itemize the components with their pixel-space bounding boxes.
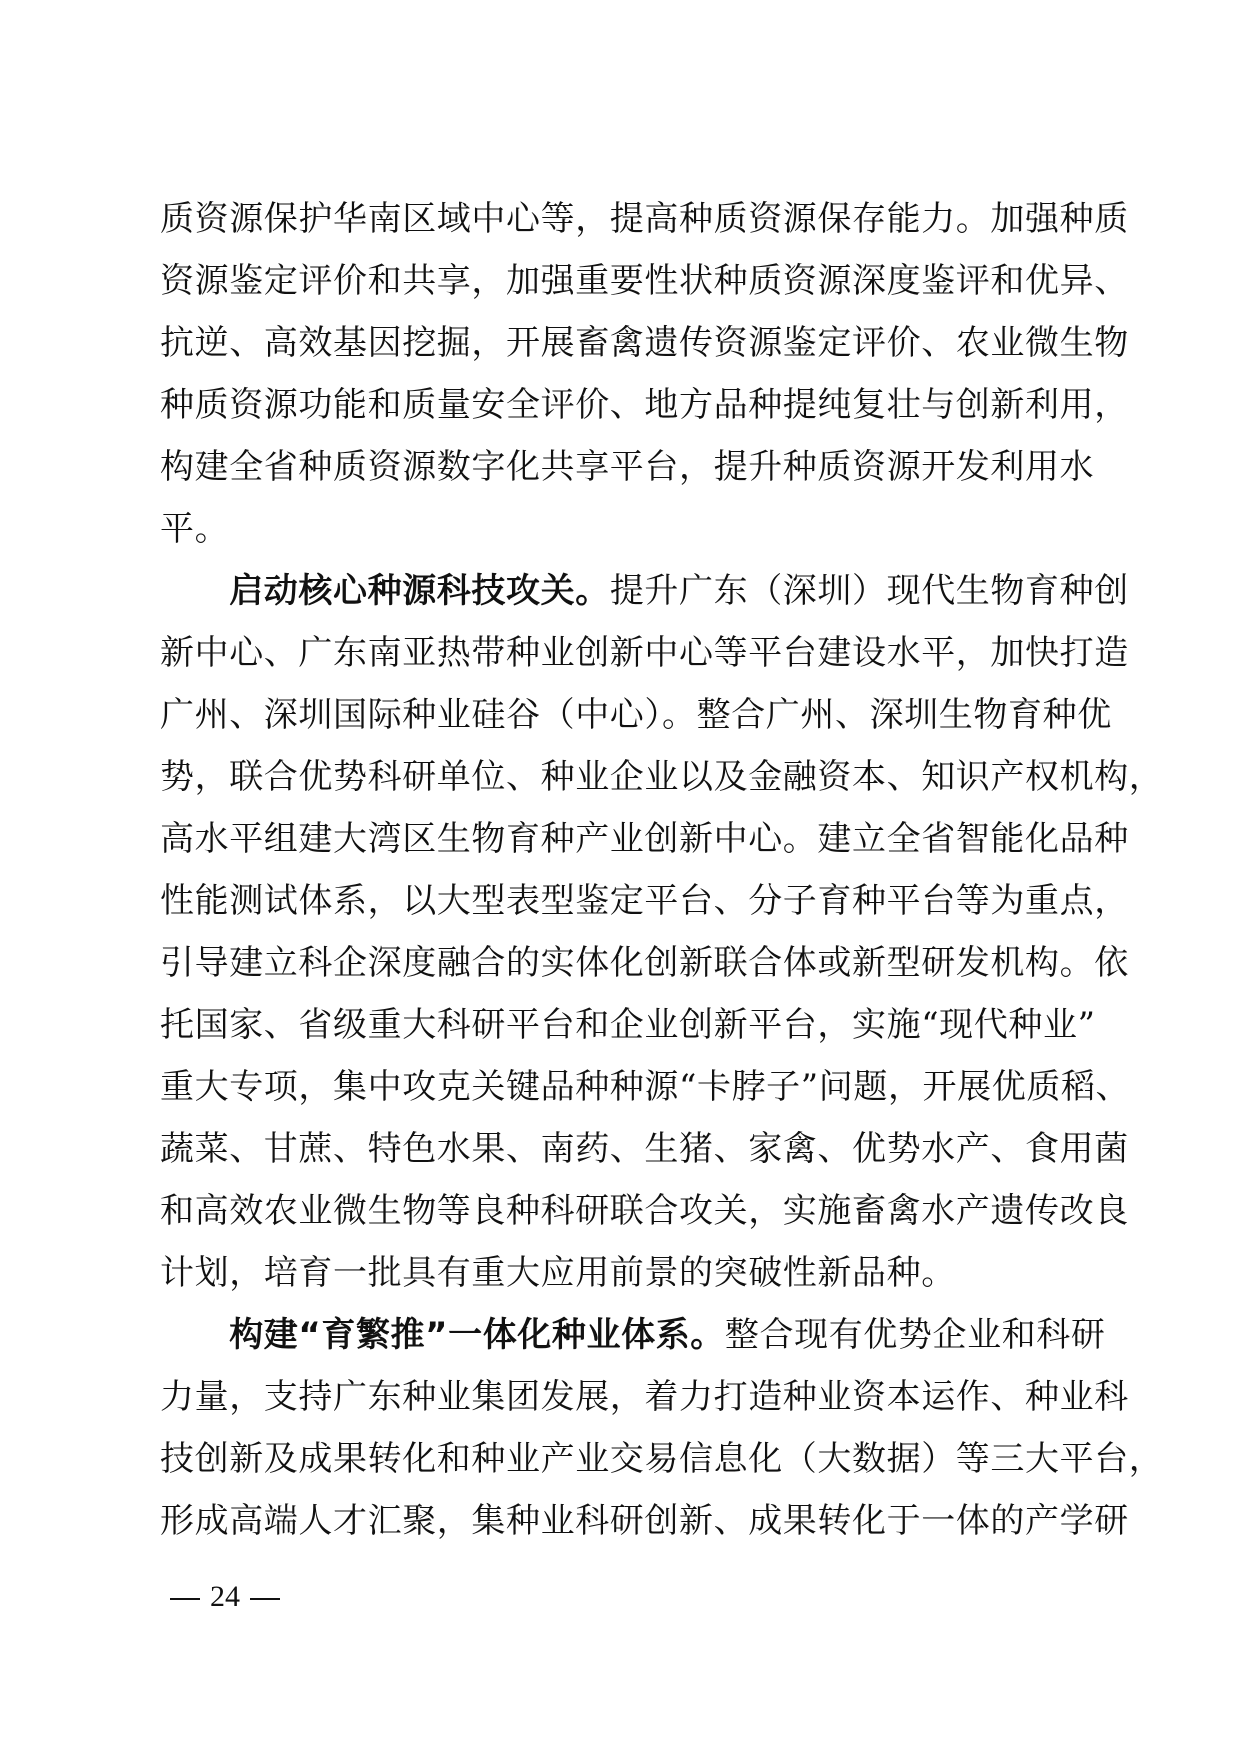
text-line: 新中心、广东南亚热带种业创新中心等平台建设水平，加快打造	[160, 633, 1129, 673]
text-line: 势，联合优势科研单位、种业企业以及金融资本、知识产权机构，	[160, 757, 1164, 797]
text-line: 抗逆、高效基因挖掘，开展畜禽遗传资源鉴定评价、农业微生物	[160, 323, 1129, 363]
paragraph-heading: 构建“育繁推”一体化种业体系。	[229, 1315, 725, 1355]
text-line: 和高效农业微生物等良种科研联合攻关，实施畜禽水产遗传改良	[160, 1191, 1129, 1231]
text-line: 构建全省种质资源数字化共享平台，提升种质资源开发利用水	[160, 447, 1095, 487]
paragraph-first-line	[160, 560, 1129, 622]
paragraph-heading: 启动核心种源科技攻关。	[229, 571, 610, 611]
text-line: 广州、深圳国际种业硅谷（中心）。整合广州、深圳生物育种优	[160, 695, 1112, 735]
page-number: 24	[210, 1580, 240, 1613]
footer-dash-right	[250, 1598, 280, 1600]
text-line: 种质资源功能和质量安全评价、地方品种提纯复壮与创新利用，	[160, 385, 1129, 425]
text-line: 计划，培育一批具有重大应用前景的突破性新品种。	[160, 1253, 956, 1293]
text-line: 技创新及成果转化和种业产业交易信息化（大数据）等三大平台，	[160, 1439, 1164, 1479]
paragraph-first-line	[160, 1304, 1106, 1366]
paragraph-text: 提升广东（深圳）现代生物育种创	[609, 571, 1129, 611]
text-line: 性能测试体系，以大型表型鉴定平台、分子育种平台等为重点，	[160, 881, 1129, 921]
text-line: 形成高端人才汇聚，集种业科研创新、成果转化于一体的产学研	[160, 1501, 1129, 1541]
text-line: 蔬菜、甘蔗、特色水果、南药、生猪、家禽、优势水产、食用菌	[160, 1129, 1129, 1169]
document-body	[160, 188, 1164, 1552]
text-line: 重大专项，集中攻克关键品种种源“卡脖子”问题，开展优质稻、	[160, 1067, 1131, 1107]
text-line: 平。	[160, 509, 230, 549]
paragraph-text: 整合现有优势企业和科研	[724, 1315, 1106, 1355]
footer-dash-left	[170, 1598, 200, 1600]
text-line: 资源鉴定评价和共享，加强重要性状种质资源深度鉴评和优异、	[160, 261, 1129, 301]
text-line: 高水平组建大湾区生物育种产业创新中心。建立全省智能化品种	[160, 819, 1129, 859]
text-line: 引导建立科企深度融合的实体化创新联合体或新型研发机构。依	[160, 943, 1129, 983]
text-line: 质资源保护华南区域中心等，提高种质资源保存能力。加强种质	[160, 199, 1129, 239]
text-line: 力量，支持广东种业集团发展，着力打造种业资本运作、种业科	[160, 1377, 1129, 1417]
text-line: 托国家、省级重大科研平台和企业创新平台，实施“现代种业”	[160, 1005, 1096, 1045]
page-footer	[160, 1580, 290, 1614]
